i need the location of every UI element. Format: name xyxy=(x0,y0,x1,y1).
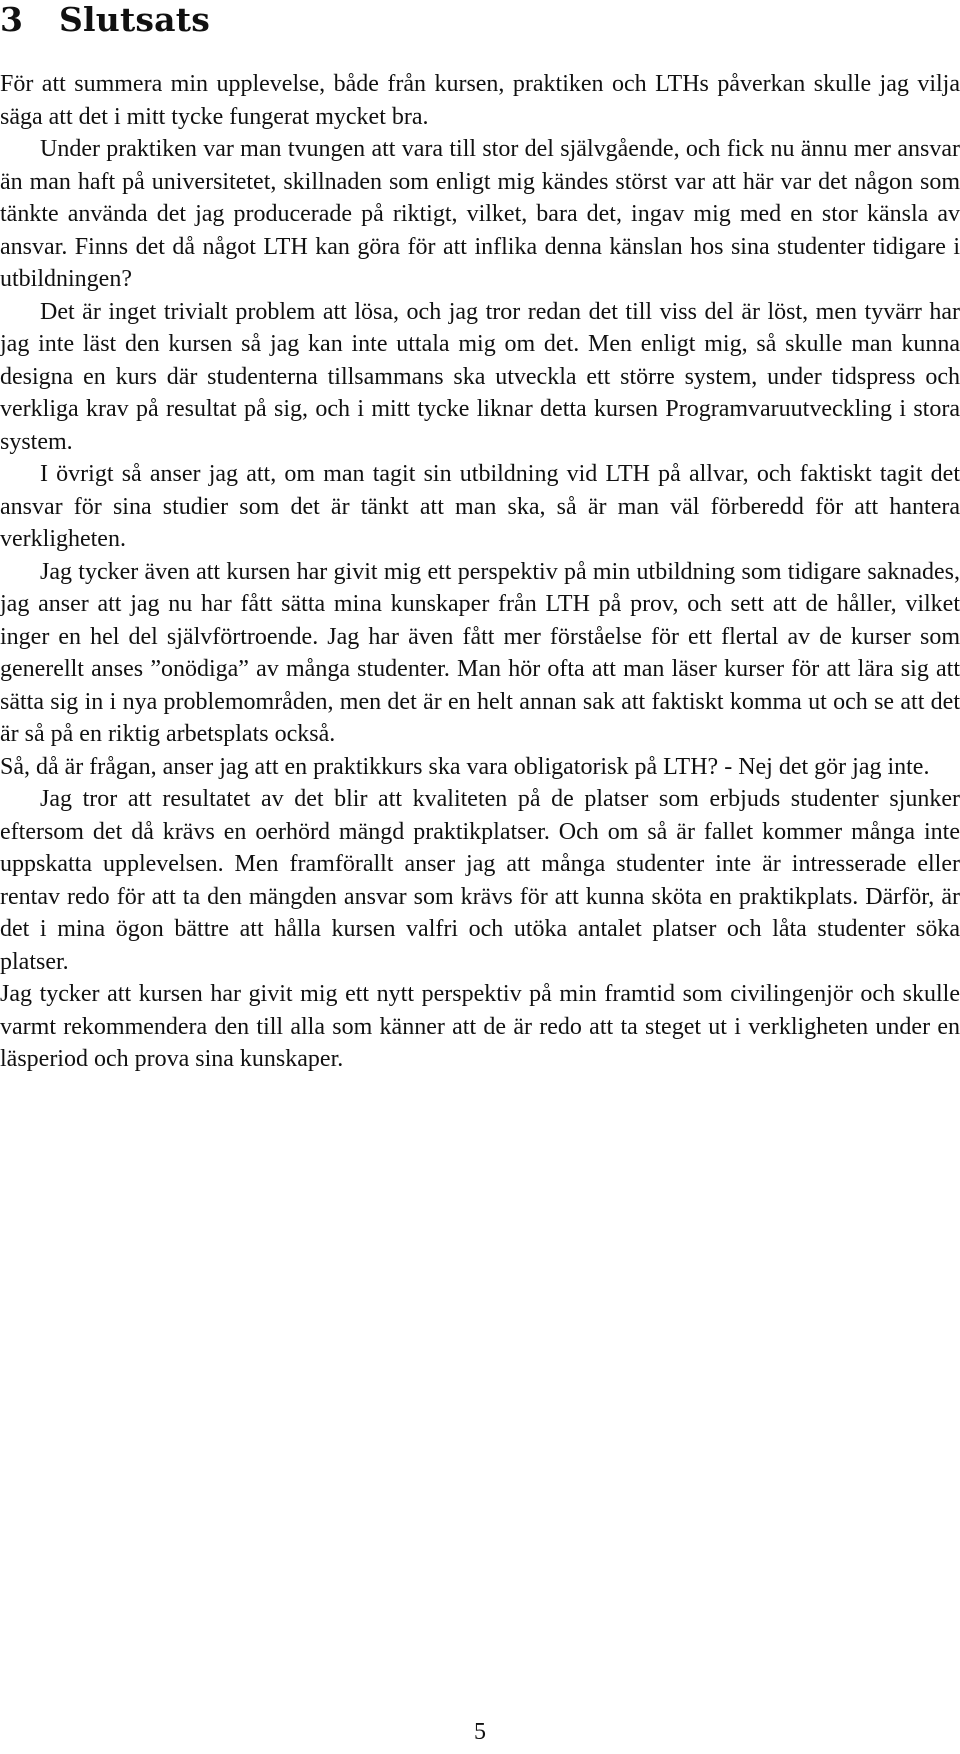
paragraph: I övrigt så anser jag att, om man tagit sin utbildning vid LTH på allvar, och faktiskt tagit det ansvar för sina studier som det är tänkt att man ska, så är man väl förberedd för att hantera verkligheten. xyxy=(0,461,960,552)
paragraph: För att summera min upplevelse, både från kursen, praktiken och LTHs påverkan skulle jag vilja säga att det i mitt tycke fungerat mycket bra. xyxy=(0,71,960,130)
body-text xyxy=(0,68,960,1076)
section-heading xyxy=(0,0,210,40)
paragraph: Under praktiken var man tvungen att vara till stor del självgående, och fick nu ännu mer ansvar än man haft på universitetet, skillnaden som enligt mig kändes störst var att här var det någon som tänkte använda det jag producerade på riktigt, vilket, bara det, ingav mig med en stor känsla av ansvar. Finns det då något LTH kan göra för att inflika denna känslan hos sina studenter tidigare i utbildningen? xyxy=(0,136,960,292)
paragraph: Det är inget trivialt problem att lösa, och jag tror redan det till viss del är löst, men tyvärr har jag inte läst den kursen så jag kan inte uttala mig om det. Men enligt mig, så skulle man kunna designa en kurs där studenterna tillsammans ska utveckla ett större system, under tidspress och verkliga krav på resultat på sig, och i mitt tycke liknar detta kursen Programvaruutveckling i stora system. xyxy=(0,298,960,455)
paragraph: Så, då är frågan, anser jag att en praktikkurs ska vara obligatorisk på LTH? - Nej det gör jag inte. xyxy=(0,753,930,780)
page-number: 5 xyxy=(474,1719,486,1745)
paragraph: Jag tycker att kursen har givit mig ett nytt perspektiv på min framtid som civilingenjör och skulle varmt rekommendera den till alla som känner att de är redo att ta steget ut i verkligheten under en läsperiod och prova sina kunskaper. xyxy=(0,981,960,1072)
paragraph: Jag tror att resultatet av det blir att kvaliteten på de platser som erbjuds studenter sjunker eftersom det då krävs en oerhörd mängd praktikplatser. Och om så är fallet kommer många inte uppskatta upplevelsen. Men framförallt anser jag att många studenter inte är intresserade eller rentav redo för att ta den mängden ansvar som krävs för att kunna sköta en praktikplats. Därför, är det i mina ögon bättre att hålla kursen valfri och utöka antalet platser och låta studenter söka platser. xyxy=(0,786,960,975)
section-number: 3 xyxy=(0,0,24,39)
paragraph: Jag tycker även att kursen har givit mig ett perspektiv på min utbildning som tidigare saknades, jag anser att jag nu har fått sätta mina kunskaper från LTH på prov, och sett att de håller, vilket inger en hel del självförtroende. Jag har även fått mer förståelse för ett flertal av de kurser som generellt anses ”onödiga” av många studenter. Man hör ofta att man läser kurser för att lära sig att sätta sig in i nya problemområden, men det är en helt annan sak att faktiskt komma ut och se att det är så på en riktig arbetsplats också. xyxy=(0,558,960,747)
section-title: Slutsats xyxy=(59,0,210,39)
